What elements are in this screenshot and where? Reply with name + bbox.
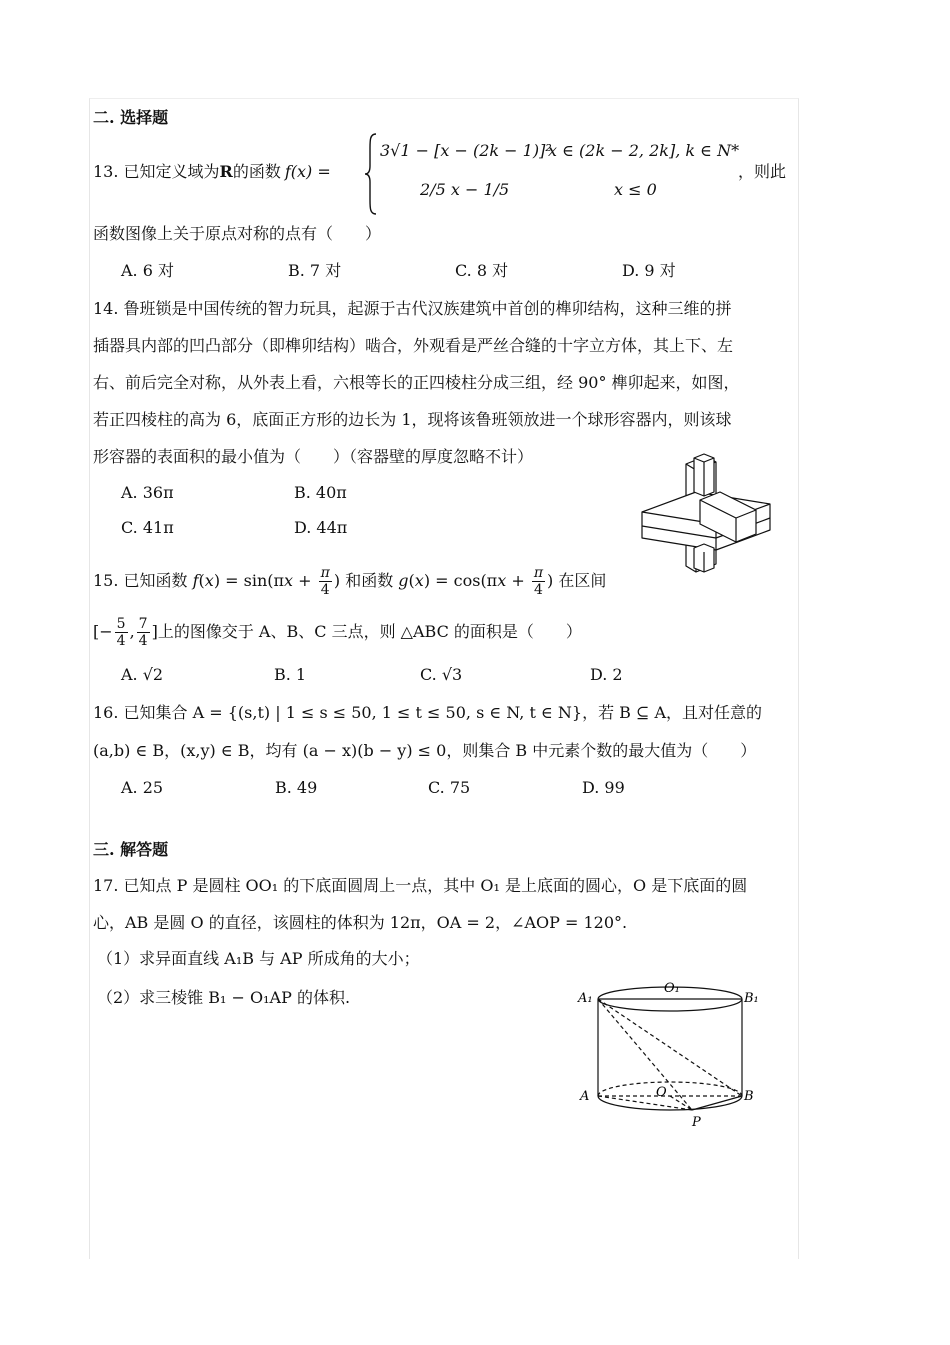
label-p: P [692,1115,701,1130]
q15-option-a: A. √2 [121,665,164,684]
q14-option-d: D. 44π [294,518,348,537]
q13-line2: 函数图像上关于原点对称的点有（ ） [93,224,382,243]
q13-brace [364,132,378,216]
q15-option-b: B. 1 [274,665,307,684]
section-2-title: 二. 选择题 [93,108,169,127]
q14-option-b: B. 40π [294,483,347,502]
q16-line1: 16. 已知集合 A = {(s,t) | 1 ≤ s ≤ 50, 1 ≤ t ≤ 50, s ∈ N, t ∈ N}，若 B ⊆ A，且对任意的 [93,703,763,722]
label-a1: A₁ [578,991,593,1006]
q15-line1: 15. 已知函数 f(x) = sin(πx + $\frac{\pi}{4}$ ) 和函数 g(x) = cos(πx + $\frac{\pi}{4}$ ) 在区间 [93,565,607,598]
q16-line2: (a,b) ∈ B，(x,y) ∈ B，均有 (a − x)(b − y) ≤ 0，则集合 B 中元素个数的最大值为（ ） [93,741,757,760]
q14-option-a: A. 36π [121,483,174,502]
q17-line2: 心，AB 是圆 O 的直径，该圆柱的体积为 12π，OA = 2，∠AOP = 120°. [93,913,628,932]
q14-line5: 形容器的表面积的最小值为（ ）（容器壁的厚度忽略不计） [93,447,534,466]
label-o1: O₁ [664,981,680,996]
q13-suffix: ，则此 [738,162,787,181]
q17-part2: （2）求三棱锥 B₁ − O₁AP 的体积. [97,988,351,1007]
q17-line1: 17. 已知点 P 是圆柱 OO₁ 的下底面圆周上一点，其中 O₁ 是上底面的圆心，O 是下底面的圆 [93,876,748,895]
luban-lock-figure [638,452,774,578]
q15-line2: [− $\frac{5}{4}$ , $\frac{7}{4}$ ]上的图像交于 A、B、C 三点，则 △ABC 的面积是（ ） [93,616,582,649]
q15-option-c: C. √3 [420,665,463,684]
q16-option-c: C. 75 [428,778,471,797]
q13-case2-expr: 2/5 x − 1/5 [420,180,510,199]
q13-case1-cond: x ∈ (2k − 2, 2k], k ∈ N* [548,141,740,160]
q14-line1: 14. 鲁班锁是中国传统的智力玩具，起源于古代汉族建筑中首创的榫卯结构，这种三维的拼 [93,299,732,318]
q13-option-c: C. 8 对 [455,261,509,280]
q14-option-c: C. 41π [121,518,174,537]
q13-option-b: B. 7 对 [288,261,342,280]
q14-line3: 右、前后完全对称，从外表上看，六根等长的正四棱柱分成三组，经 90° 榫卯起来，如图， [93,373,740,392]
q15-option-d: D. 2 [590,665,623,684]
q16-option-a: A. 25 [121,778,164,797]
cylinder-figure [574,978,764,1132]
label-o: O [656,1085,667,1100]
q13-option-a: A. 6 对 [121,261,174,280]
q17-part1: （1）求异面直线 A₁B 与 AP 所成角的大小； [97,949,420,968]
label-b: B [744,1089,754,1104]
q14-line4: 若正四棱柱的高为 6，底面正方形的边长为 1，现将该鲁班领放进一个球形容器内，则该球 [93,410,732,429]
label-a: A [580,1089,590,1104]
q16-option-d: D. 99 [582,778,625,797]
q13-case2-cond: x ≤ 0 [614,180,657,199]
q13-option-d: D. 9 对 [622,261,676,280]
q13-case1-expr: 3√1 − [x − (2k − 1)]² [380,141,552,160]
q14-line2: 插器具内部的凹凸部分（即榫卯结构）啮合，外观看是严丝合缝的十字立方体，其上下、左 [93,336,734,355]
q16-option-b: B. 49 [275,778,318,797]
section-3-title: 三. 解答题 [93,840,169,859]
label-b1: B₁ [744,991,759,1006]
q13-line1-prefix: 13. 已知定义域为R的函数 f(x) = [93,162,331,181]
